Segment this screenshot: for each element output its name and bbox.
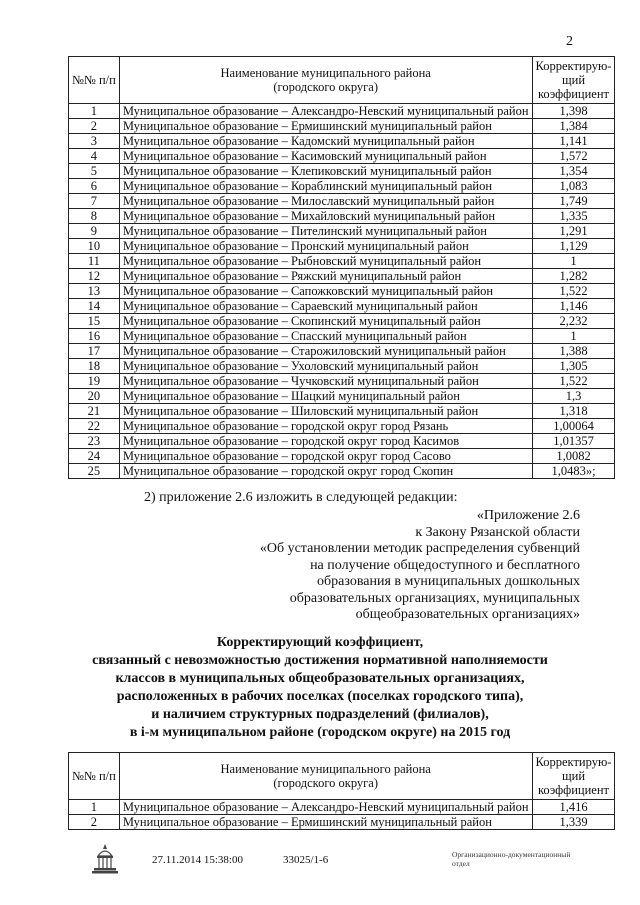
- row-number: 12: [69, 269, 120, 284]
- header-coef-line2: щий: [562, 769, 586, 783]
- table-row: [69, 104, 615, 119]
- row-coefficient: 1,749: [532, 194, 615, 209]
- coefficient-table-2: [68, 752, 615, 830]
- row-municipality-name: Муниципальное образование – Сараевский муниципальный район: [119, 299, 532, 314]
- header-num: №№ п/п: [69, 753, 120, 800]
- appendix-line: «Приложение 2.6: [476, 508, 580, 523]
- row-coefficient: 1,354: [532, 164, 615, 179]
- table-row: [69, 329, 615, 344]
- appendix-line: к Закону Рязанской области: [415, 524, 580, 540]
- appendix-header: [160, 508, 580, 624]
- header-coef: [532, 57, 615, 104]
- table-row: [69, 449, 615, 464]
- row-coefficient: 1,398: [532, 104, 615, 119]
- table-row: [69, 419, 615, 434]
- row-municipality-name: Муниципальное образование – Кадомский муниципальный район: [119, 134, 532, 149]
- table-row: [69, 119, 615, 134]
- table-header-row: [69, 753, 615, 800]
- row-number: 3: [69, 134, 120, 149]
- row-coefficient: 1,522: [532, 374, 615, 389]
- row-number: 2: [69, 815, 120, 830]
- row-municipality-name: Муниципальное образование – Шиловский муниципальный район: [119, 404, 532, 419]
- table-row: [69, 179, 615, 194]
- table-row: [69, 299, 615, 314]
- row-coefficient: 1,339: [532, 815, 615, 830]
- table-row: [69, 404, 615, 419]
- row-number: 2: [69, 119, 120, 134]
- instruction-text: 2) приложение 2.6 изложить в следующей редакции:: [144, 490, 458, 505]
- appendix-line: общеобразовательных организациях»: [355, 607, 580, 622]
- row-number: 1: [69, 104, 120, 119]
- table-row: [69, 284, 615, 299]
- row-coefficient: 1,146: [532, 299, 615, 314]
- row-coefficient: 1,3: [532, 389, 615, 404]
- table-row: [69, 344, 615, 359]
- row-number: 10: [69, 239, 120, 254]
- row-number: 24: [69, 449, 120, 464]
- appendix-line: «Об установлении методик распределения субвенций: [259, 541, 580, 556]
- row-coefficient: 1,384: [532, 119, 615, 134]
- row-municipality-name: Муниципальное образование – Чучковский муниципальный район: [119, 374, 532, 389]
- row-coefficient: 1,318: [532, 404, 615, 419]
- row-coefficient: 1,00064: [532, 419, 615, 434]
- header-coef-line1: Корректирую-: [535, 755, 612, 769]
- row-number: 17: [69, 344, 120, 359]
- table-row: [69, 194, 615, 209]
- duma-emblem-icon: [90, 842, 120, 878]
- row-number: 16: [69, 329, 120, 344]
- table-row: [69, 314, 615, 329]
- row-number: 20: [69, 389, 120, 404]
- row-municipality-name: Муниципальное образование – городской округ город Касимов: [119, 434, 532, 449]
- row-coefficient: 1,335: [532, 209, 615, 224]
- title-line: связанный с невозможностью достижения нормативной наполняемости: [92, 653, 548, 668]
- header-num: №№ п/п: [69, 57, 120, 104]
- row-coefficient: 1,282: [532, 269, 615, 284]
- row-municipality-name: Муниципальное образование – Александро-Невский муниципальный район: [119, 800, 532, 815]
- table-row: [69, 254, 615, 269]
- table-row: [69, 815, 615, 830]
- table-row: [69, 374, 615, 389]
- row-municipality-name: Муниципальное образование – Ермишинский муниципальный район: [119, 815, 532, 830]
- row-coefficient: 1,083: [532, 179, 615, 194]
- header-name-line2: (городского округа): [273, 776, 379, 790]
- row-municipality-name: Муниципальное образование – Пронский муниципальный район: [119, 239, 532, 254]
- footer-department: [452, 850, 602, 868]
- table-row: [69, 149, 615, 164]
- row-municipality-name: Муниципальное образование – Михайловский муниципальный район: [119, 209, 532, 224]
- table-row: [69, 434, 615, 449]
- table-row: [69, 224, 615, 239]
- header-coef-line1: Корректирую-: [535, 59, 612, 73]
- row-coefficient: 1,305: [532, 359, 615, 374]
- table-row: [69, 239, 615, 254]
- row-municipality-name: Муниципальное образование – Кораблинский муниципальный район: [119, 179, 532, 194]
- table-row: [69, 134, 615, 149]
- table-row: [69, 359, 615, 374]
- appendix-line: на получение общедоступного и бесплатного: [310, 557, 580, 573]
- title-line: и наличием структурных подразделений (филиалов),: [151, 707, 489, 722]
- row-municipality-name: Муниципальное образование – городской округ город Сасово: [119, 449, 532, 464]
- row-number: 7: [69, 194, 120, 209]
- row-number: 14: [69, 299, 120, 314]
- row-number: 11: [69, 254, 120, 269]
- row-municipality-name: Муниципальное образование – Пителинский муниципальный район: [119, 224, 532, 239]
- page-number: 2: [566, 34, 573, 49]
- row-number: 1: [69, 800, 120, 815]
- row-number: 22: [69, 419, 120, 434]
- row-municipality-name: Муниципальное образование – Скопинский муниципальный район: [119, 314, 532, 329]
- row-municipality-name: Муниципальное образование – Рыбновский муниципальный район: [119, 254, 532, 269]
- dept-line: отдел: [452, 859, 470, 868]
- header-coef-line3: коэффициент: [537, 783, 610, 797]
- row-number: 15: [69, 314, 120, 329]
- row-municipality-name: Муниципальное образование – Шацкий муниципальный район: [119, 389, 532, 404]
- table-2-body: [69, 800, 615, 830]
- row-coefficient: 1: [532, 329, 615, 344]
- table-row: [69, 464, 615, 479]
- header-coef-line2: щий: [562, 73, 586, 87]
- document-title: [60, 634, 580, 742]
- header-name-line1: Наименование муниципального района: [220, 762, 431, 776]
- header-name: [119, 57, 532, 104]
- row-number: 8: [69, 209, 120, 224]
- row-number: 13: [69, 284, 120, 299]
- row-coefficient: 1,291: [532, 224, 615, 239]
- row-number: 25: [69, 464, 120, 479]
- row-number: 23: [69, 434, 120, 449]
- row-municipality-name: Муниципальное образование – Клепиковский муниципальный район: [119, 164, 532, 179]
- title-line: Корректирующий коэффициент,: [216, 635, 424, 650]
- row-municipality-name: Муниципальное образование – Старожиловский муниципальный район: [119, 344, 532, 359]
- row-number: 19: [69, 374, 120, 389]
- row-coefficient: 1,572: [532, 149, 615, 164]
- row-municipality-name: Муниципальное образование – Ермишинский муниципальный район: [119, 119, 532, 134]
- row-municipality-name: Муниципальное образование – Ухоловский муниципальный район: [119, 359, 532, 374]
- row-coefficient: 2,232: [532, 314, 615, 329]
- row-coefficient: 1,141: [532, 134, 615, 149]
- row-coefficient: 1,0483»;: [532, 464, 615, 479]
- row-coefficient: 1,388: [532, 344, 615, 359]
- title-line: в i-м муниципальном районе (городском округе) на 2015 год: [129, 725, 511, 740]
- row-municipality-name: Муниципальное образование – Ряжский муниципальный район: [119, 269, 532, 284]
- appendix-line: образования в муниципальных дошкольных: [317, 574, 580, 589]
- row-municipality-name: Муниципальное образование – городской округ город Скопин: [119, 464, 532, 479]
- table-row: [69, 164, 615, 179]
- title-line: классов в муниципальных общеобразовательных организациях,: [115, 671, 525, 686]
- row-number: 6: [69, 179, 120, 194]
- header-coef-line3: коэффициент: [537, 87, 610, 101]
- row-municipality-name: Муниципальное образование – Касимовский муниципальный район: [119, 149, 532, 164]
- table-row: [69, 800, 615, 815]
- footer-date: 27.11.2014 15:38:00: [152, 854, 243, 866]
- table-header-row: [69, 57, 615, 104]
- row-municipality-name: Муниципальное образование – Спасский муниципальный район: [119, 329, 532, 344]
- coefficient-table-1: [68, 56, 615, 479]
- header-name-line2: (городского округа): [273, 80, 379, 94]
- row-number: 21: [69, 404, 120, 419]
- row-municipality-name: Муниципальное образование – Сапожковский муниципальный район: [119, 284, 532, 299]
- row-municipality-name: Муниципальное образование – Александро-Невский муниципальный район: [119, 104, 532, 119]
- row-coefficient: 1,129: [532, 239, 615, 254]
- row-municipality-name: Муниципальное образование – городской округ город Рязань: [119, 419, 532, 434]
- table-row: [69, 209, 615, 224]
- row-number: 9: [69, 224, 120, 239]
- dept-line: Организационно-документационный: [452, 850, 571, 859]
- row-number: 18: [69, 359, 120, 374]
- header-name-line1: Наименование муниципального района: [220, 66, 431, 80]
- appendix-line: образовательных организациях, муниципальных: [289, 590, 580, 606]
- table-row: [69, 269, 615, 284]
- row-coefficient: 1,416: [532, 800, 615, 815]
- row-number: 4: [69, 149, 120, 164]
- row-number: 5: [69, 164, 120, 179]
- row-coefficient: 1: [532, 254, 615, 269]
- header-name: [119, 753, 532, 800]
- header-coef: [532, 753, 615, 800]
- row-coefficient: 1,522: [532, 284, 615, 299]
- table-row: [69, 389, 615, 404]
- row-coefficient: 1,0082: [532, 449, 615, 464]
- footer-doc-number: 33025/1-6: [283, 854, 329, 866]
- row-municipality-name: Муниципальное образование – Милославский муниципальный район: [119, 194, 532, 209]
- title-line: расположенных в рабочих поселках (поселках городского типа),: [116, 689, 524, 704]
- row-coefficient: 1,01357: [532, 434, 615, 449]
- table-1-body: [69, 104, 615, 479]
